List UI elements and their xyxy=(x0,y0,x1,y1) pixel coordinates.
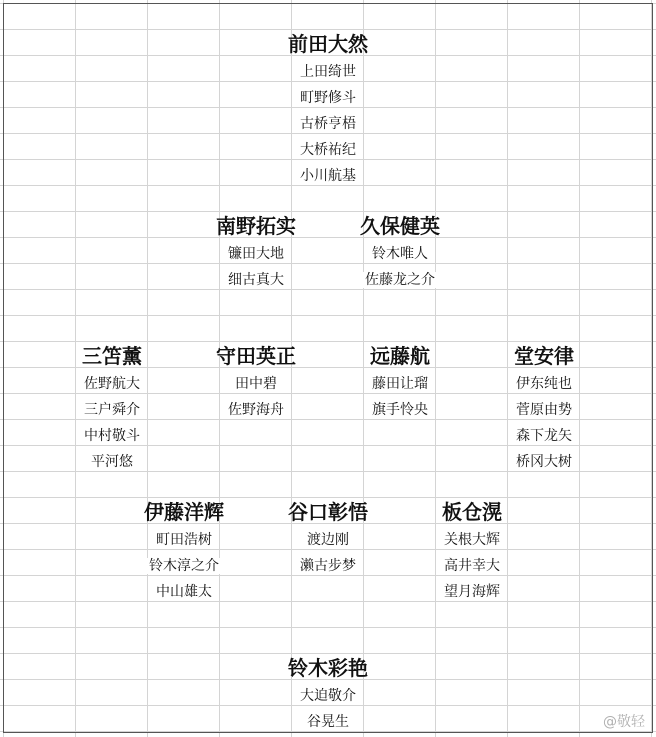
member-name: 田中碧 xyxy=(235,376,277,392)
member-name: 中村敬斗 xyxy=(84,428,140,444)
member-name: 镰田大地 xyxy=(228,246,284,262)
group-itakura xyxy=(397,497,547,605)
group-doan xyxy=(469,341,619,475)
mentor-name: 三笘薰 xyxy=(82,344,142,368)
mentor-name: 谷口彰悟 xyxy=(288,500,368,524)
member-name: 町野修斗 xyxy=(300,90,356,106)
member-name: 细古真大 xyxy=(228,272,284,288)
group-endo xyxy=(325,341,475,423)
member-name: 濑古步梦 xyxy=(300,558,356,574)
member-name: 大桥祐纪 xyxy=(300,142,356,158)
group-kubo xyxy=(325,211,475,293)
member-name: 平河悠 xyxy=(91,454,133,470)
member-name: 中山雄太 xyxy=(156,584,212,600)
mentor-name: 前田大然 xyxy=(288,32,368,56)
member-name: 伊东纯也 xyxy=(516,376,572,392)
member-name: 菅原由势 xyxy=(516,402,572,418)
mentor-name: 远藤航 xyxy=(370,344,430,368)
member-name: 佐野海舟 xyxy=(228,402,284,418)
member-name: 佐藤龙之介 xyxy=(365,272,435,288)
member-name: 铃木唯人 xyxy=(372,246,428,262)
member-name: 铃木淳之介 xyxy=(149,558,219,574)
mentor-name: 堂安律 xyxy=(514,344,574,368)
mentor-name: 南野拓实 xyxy=(216,214,296,238)
member-name: 森下龙矢 xyxy=(516,428,572,444)
member-name: 桥冈大树 xyxy=(516,454,572,470)
member-name: 高井幸大 xyxy=(444,558,500,574)
group-mitoma xyxy=(37,341,187,475)
mentor-name: 伊藤洋辉 xyxy=(144,500,224,524)
member-name: 古桥亨梧 xyxy=(300,116,356,132)
mentor-name: 守田英正 xyxy=(216,344,296,368)
member-name: 上田绮世 xyxy=(300,64,356,80)
member-name: 大迫敬介 xyxy=(300,688,356,704)
mentor-name: 板仓滉 xyxy=(442,500,502,524)
member-name: 渡边刚 xyxy=(307,532,349,548)
member-name: 谷晃生 xyxy=(307,714,349,730)
member-name: 关根大辉 xyxy=(444,532,500,548)
mentor-name: 久保健英 xyxy=(360,214,440,238)
group-minamino xyxy=(181,211,331,293)
member-name: 三户舜介 xyxy=(84,402,140,418)
group-ito xyxy=(109,497,259,605)
watermark: @敬轻 xyxy=(600,711,648,731)
member-name: 小川航基 xyxy=(300,168,356,184)
mentor-name: 铃木彩艳 xyxy=(288,656,368,680)
group-maeda xyxy=(253,29,403,189)
member-name: 藤田让瑠 xyxy=(372,376,428,392)
group-suzuki xyxy=(253,653,403,735)
member-name: 旗手怜央 xyxy=(372,402,428,418)
member-name: 町田浩树 xyxy=(156,532,212,548)
group-taniguchi xyxy=(253,497,403,579)
member-name: 佐野航大 xyxy=(84,376,140,392)
member-name: 望月海辉 xyxy=(444,584,500,600)
group-morita xyxy=(181,341,331,423)
